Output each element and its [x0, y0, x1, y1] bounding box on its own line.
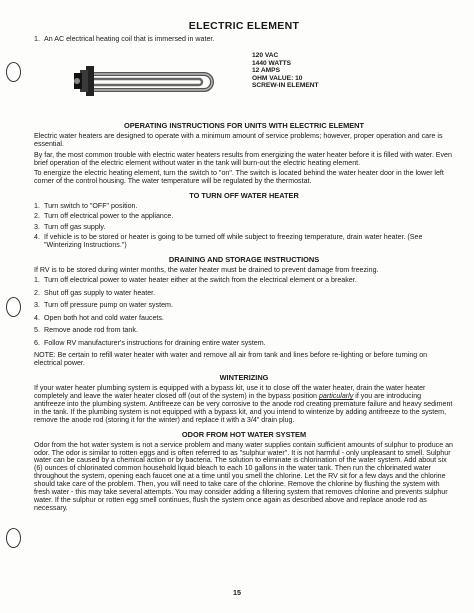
list-item: 1. Turn off electrical power to water heater either at the switch from the electrical element or a breaker. [34, 276, 357, 285]
winterizing-paragraph: If your water heater plumbing system is equipped with a bypass kit, use it to close off the water heater, drain the water heater completely and leave the water heater closed off (out of the system) in the bypass position particularly if you are introducing antifreeze into the plumbing system. Antifreeze can be very corrosive to the anode rod creating premature failure and heavy sediment in the tank. If the plumbing system is not equipped with a bypass kit, and you intend to winterize by adding antifreeze to the system, remove the anode rod (storing it for the winter) and replace it with a 3/4" drain plug. [34, 384, 453, 424]
list-item: 4. If vehicle is to be stored or heater is going to be turned off while subject to freezing temperature, drain water heater. (See "Winterizing Instructions.") [34, 233, 423, 249]
list-item: 5. Remove anode rod from tank. [34, 326, 138, 335]
operating-paragraph: By far, the most common trouble with electric water heaters results from energizing the water heater before it is filled with water. Even brief operation of the electric element without water in the tank will burn-out the electric heating element. [34, 150, 452, 167]
list-item: 4. Open both hot and cold water faucets. [34, 313, 164, 322]
odor-heading: ODOR FROM HOT WATER SYSTEM [181, 429, 307, 439]
binder-hole [6, 62, 21, 82]
intro-item: 1. An AC electrical heating coil that is immersed in water. [34, 35, 215, 43]
odor-paragraph: Odor from the hot water system is not a service problem and many water supplies contain sufficient amounts of sulphur to produce an odor. The odor is similar to rotten eggs and is often referred to as "sulphur water". It is not harmful - only unpleasant to smell. Sulphur water can be caused by a chemical action or by bacteria. The solution to eliminate is chlorination of the water system. Add about six (6) ounces of chlorinated common household liquid bleach to each 10 gallons in the water tank. Then run the chlorinated water throughout the system, opening each faucet one at a time until you smell the chlorine. Let the RV sit for a few days and the chlorine should take care of the problem. Then, you will need to take care of the chlorine. Remove the chlorine by flushing the system with fresh water - this may take several attempts. You may consider adding a filtering system that removes chlorine and prevents sulphur water. If the sulphur or rotten egg smell continues, flush the system once again as described above and replace anode rod as necessary. [34, 440, 454, 512]
heating-element-illustration [34, 46, 224, 116]
turn-off-heading: TO TURN OFF WATER HEATER [189, 190, 299, 200]
list-item: 2. Turn off electrical power to the appliance. [34, 212, 174, 221]
draining-note: NOTE: Be certain to refill water heater with water and remove all air from tank and lines before re-lighting or before turning on electrical power. [34, 351, 428, 368]
element-specs: 120 VAC 1440 WATTS 12 AMPS OHM VALUE: 10 SCREW-IN ELEMENT [252, 52, 319, 90]
page-content [34, 20, 454, 515]
list-item: 3. Turn off gas supply. [34, 222, 106, 231]
page-title: ELECTRIC ELEMENT [188, 20, 300, 32]
binder-hole [6, 528, 21, 548]
operating-paragraph: Electric water heaters are designed to operate with a minimum amount of service problems; however, proper operation and care is essential. [34, 132, 443, 149]
winterizing-heading: WINTERIZING [219, 373, 269, 383]
draining-intro: If RV is to be stored during winter months, the water heater must be drained to prevent damage from freezing. [34, 265, 379, 274]
list-item: 1. Turn switch to "OFF" position. [34, 201, 138, 210]
list-item: 3. Turn off pressure pump on water system. [34, 301, 173, 310]
operating-paragraph: To energize the electric heating element, turn the switch to "on". The switch is located behind the water heater door in the lower left corner of the control housing. The water temperature will be regulated by the thermostat. [34, 169, 444, 185]
list-item: 6. Follow RV manufacturer's instructions for draining entire water system. [34, 338, 266, 347]
page-number: 15 [233, 588, 241, 597]
element-illustration-row [34, 46, 454, 116]
list-item: 2. Shut off gas supply to water heater. [34, 288, 156, 297]
draining-heading: DRAINING AND STORAGE INSTRUCTIONS [168, 254, 320, 264]
operating-heading: OPERATING INSTRUCTIONS FOR UNITS WITH ELECTRIC ELEMENT [123, 121, 365, 131]
binder-hole [6, 297, 21, 317]
